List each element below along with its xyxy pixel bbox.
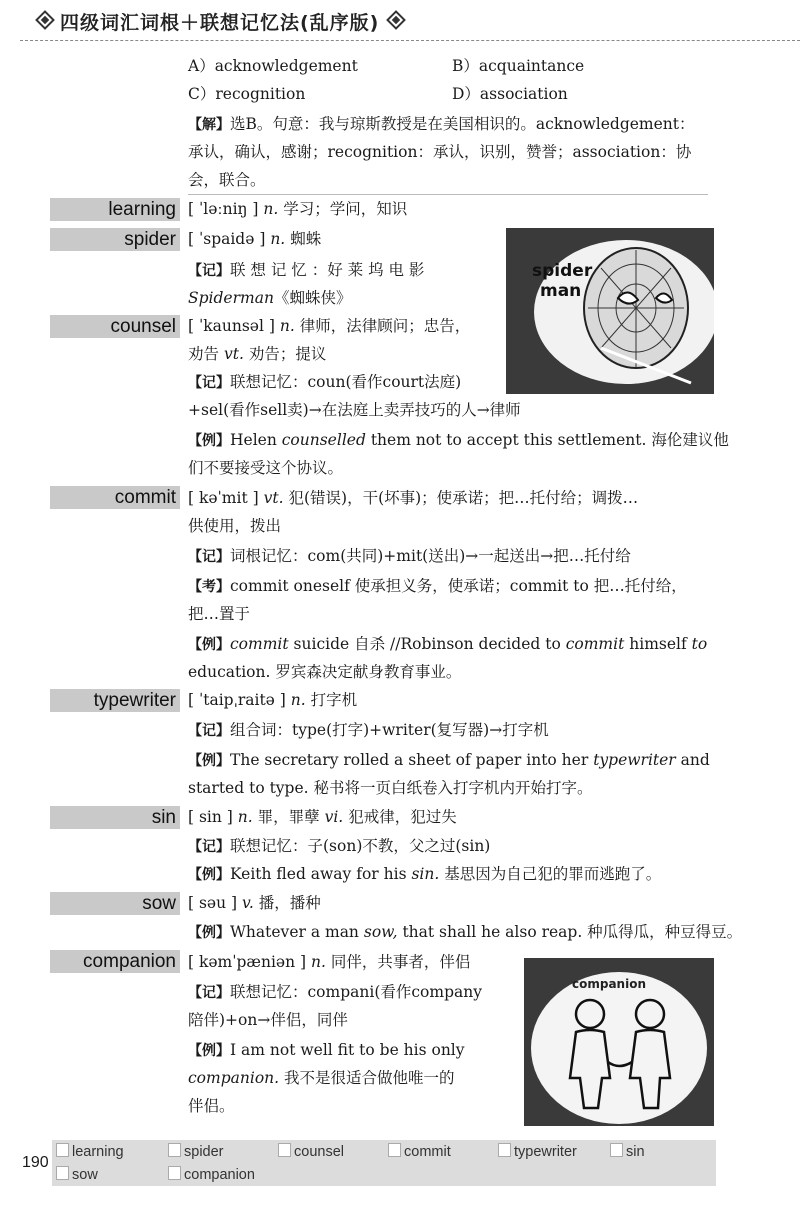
checkbox-icon [498,1143,511,1157]
counsel-memory-2: +sel(看作sell卖)→在法庭上卖弄技巧的人→律师 [188,401,521,419]
checkbox-icon [610,1143,623,1157]
headword-commit: commit [50,486,180,509]
header-title: 四级词汇词根＋联想记忆法(乱序版) [60,12,380,34]
commit-memory: 【记】词根记忆：com(共同)+mit(送出)→一起送出→把…托付给 [188,547,631,565]
counsel-example: 【例】Helen counselled them not to accept this settlement. 海伦建议他 [188,431,729,449]
sin-memory: 【记】联想记忆：子(son)不教，父之过(sin) [188,837,491,855]
companion-example: 【例】I am not well fit to be his only [188,1041,465,1059]
headword-sow: sow [50,892,180,915]
companion-drawing [524,958,714,1126]
headword-spider: spider [50,228,180,251]
checkbox-icon [56,1143,69,1157]
headword-companion: companion [50,950,180,973]
review-checklist [52,1140,716,1186]
analysis-line-2: 承认，确认，感谢；recognition：承认，识别，赞誉；association：协 [188,143,692,161]
checklist-item-sow[interactable]: sow [56,1165,98,1186]
diamond-icon [35,10,55,30]
headword-sin: sin [50,806,180,829]
page-header [0,0,800,42]
entry-companion: [ kəmˈpæniən ] n. 同伴，共事者，伴侣 [188,953,471,971]
commit-def-2: 供使用，拨出 [188,517,282,535]
spider-memory: 【记】联 想 记 忆 ：好 莱 坞 电 影 [188,261,425,279]
checklist-item-commit[interactable]: commit [388,1142,451,1163]
typewriter-example-2: started to type. 秘书将一页白纸卷入打字机内开始打字。 [188,779,593,797]
counsel-example-2: 们不要接受这个协议。 [188,459,344,477]
entry-learning: [ ˈləːniŋ ] n. 学习；学问，知识 [188,200,408,218]
companion-memory: 【记】联想记忆：compani(看作company [188,983,482,1001]
counsel-memory: 【记】联想记忆：coun(看作court法庭) [188,373,462,391]
checkbox-icon [278,1143,291,1157]
sin-example: 【例】Keith fled away for his sin. 基思因为自己犯的罪而逃跑了。 [188,865,662,883]
entry-sow: [ səu ] v. 播，播种 [188,894,321,912]
page-footer [0,1138,800,1188]
image-label-man: man [540,281,582,301]
headword-typewriter: typewriter [50,689,180,712]
checkbox-icon [56,1166,69,1180]
entry-typewriter: [ ˈtaipˌraitə ] n. 打字机 [188,691,358,709]
checkbox-icon [168,1166,181,1180]
image-label-companion: companion [572,977,646,991]
entry-sin: [ sin ] n. 罪，罪孽 vi. 犯戒律，犯过失 [188,808,457,826]
sow-example: 【例】Whatever a man sow, that shall he also reap. 种瓜得瓜，种豆得豆。 [188,923,743,941]
analysis-line-3: 会，联合。 [188,171,266,189]
option-a: A）acknowledgement [188,57,358,75]
spider-memory-2: Spiderman《蜘蛛侠》 [188,289,352,307]
typewriter-example: 【例】The secretary rolled a sheet of paper into her typewriter and [188,751,710,769]
checklist-item-companion[interactable]: companion [168,1165,255,1186]
page-number: 190 [22,1154,49,1171]
header-divider [20,40,800,41]
checkbox-icon [388,1143,401,1157]
entry-counsel: [ ˈkaunsəl ] n. 律师，法律顾问；忠告， [188,317,471,335]
commit-example: 【例】commit suicide 自杀 //Robinson decided to commit himself to [188,635,708,653]
typewriter-memory: 【记】组合词：type(打字)+writer(复写器)→打字机 [188,721,549,739]
companion-example-2: companion. 我不是很适合做他唯一的 [188,1069,455,1087]
entry-commit: [ kəˈmit ] vt. 犯(错误)，干(坏事)；使承诺；把…托付给；调拨… [188,489,639,507]
companion-illustration [524,958,714,1126]
checklist-item-counsel[interactable]: counsel [278,1142,344,1163]
companion-example-3: 伴侣。 [188,1097,235,1115]
option-b: B）acquaintance [452,57,585,75]
headword-counsel: counsel [50,315,180,338]
commit-example-2: education. 罗宾森决定献身教育事业。 [188,663,462,681]
checklist-item-spider[interactable]: spider [168,1142,224,1163]
commit-exam: 【考】commit oneself 使承担义务，使承诺；commit to 把…托付给， [188,577,687,595]
checklist-item-learning[interactable]: learning [56,1142,124,1163]
analysis-line-1: 【解】选B。句意：我与琼斯教授是在美国相识的。acknowledgement： [188,115,695,133]
counsel-def-2: 劝告 vt. 劝告；提议 [188,345,327,363]
checklist-item-typewriter[interactable]: typewriter [498,1142,577,1163]
option-c: C）recognition [188,85,306,103]
header-title-row [34,8,411,35]
commit-exam-2: 把…置于 [188,605,251,623]
companion-memory-2: 陪伴)+on→伴侣，同伴 [188,1011,348,1029]
headword-learning: learning [50,198,180,221]
entry-spider: [ ˈspaidə ] n. 蜘蛛 [188,230,322,248]
option-d: D）association [452,85,568,103]
image-label-spider: spider [532,261,593,281]
checklist-item-sin[interactable]: sin [610,1142,645,1163]
checkbox-icon [168,1143,181,1157]
diamond-icon [386,10,406,30]
